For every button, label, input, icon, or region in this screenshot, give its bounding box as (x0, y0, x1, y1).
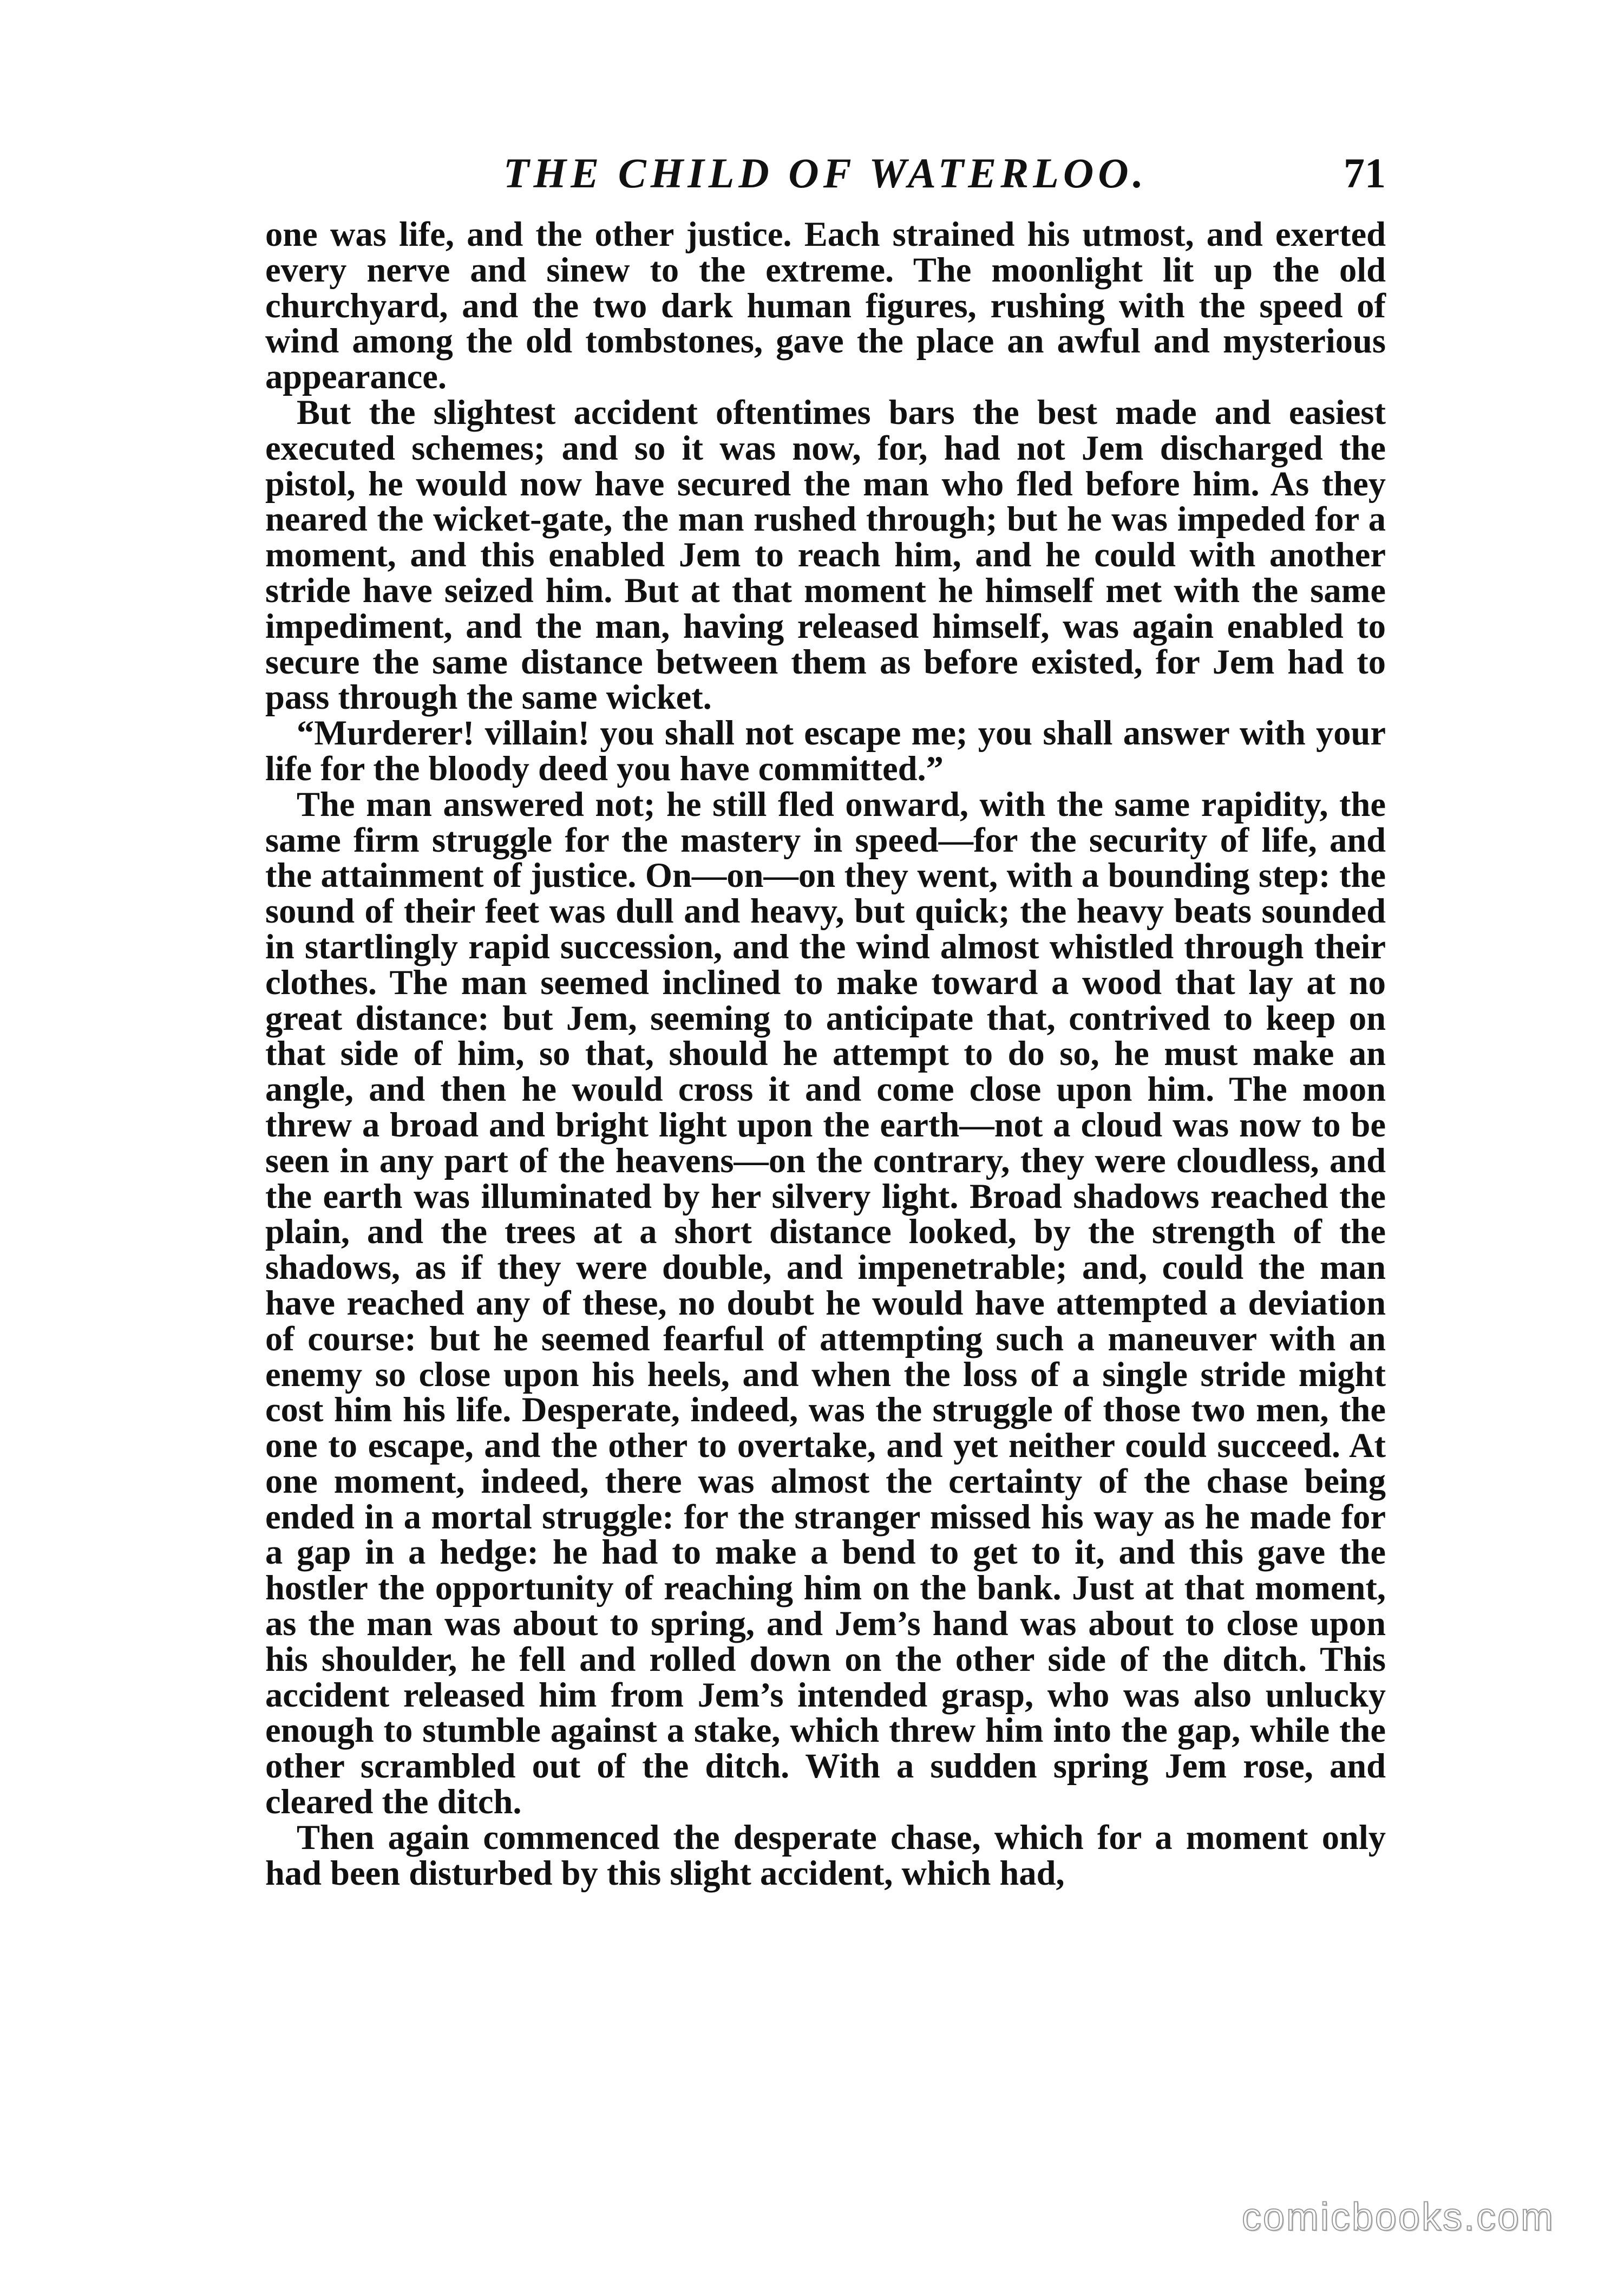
watermark: comicbooks.com (1241, 2195, 1555, 2239)
paragraph-3: “Murderer! villain! you shall not escape me; you shall answer with your life for the bloody deed you have committed.” (265, 714, 1386, 788)
running-head (265, 146, 1386, 200)
paragraph-5: Then again commenced the desperate chase, which for a moment only had been disturbed by this slight accident, which had, (265, 1818, 1386, 1892)
paragraph-2: But the slightest accident oftentimes bars the best made and easiest executed schemes; and so it was now, for, had not Jem discharged the pistol, he would now have secured the man who fled before him. As they neared the wicket-gate, the man rushed through; but he was impeded for a moment, and this enabled Jem to reach him, and he could with another stride have seized him. But at that moment he himself met with the same impediment, and the man, having released himself, was again enabled to secure the same distance between them as before existed, for Jem had to pass through the same wicket. (265, 393, 1386, 717)
paragraph-1: one was life, and the other justice. Each strained his utmost, and exerted every nerve and sinew to the extreme. The moonlight lit up the old churchyard, and the two dark human figures, rushing with the speed of wind among the old tombstones, gave the place an awful and mysterious appearance. (265, 215, 1386, 396)
paragraph-4: The man answered not; he still fled onward, with the same rapidity, the same firm struggle for the mastery in speed—for the security of life, and the attainment of justice. On—on—on they went, with a bounding step: the sound of their feet was dull and heavy, but quick; the heavy beats sounded in startlingly rapid succession, and the wind almost whistled through their clothes. The man seemed inclined to make toward a wood that lay at no great distance: but Jem, seeming to anticipate that, contrived to keep on that side of him, so that, should he attempt to do so, he must make an angle, and then he would cross it and come close upon him. The moon threw a broad and bright light upon the earth—not a cloud was now to be seen in any part of the heavens—on the contrary, they were cloudless, and the earth was illuminated by her silvery light. Broad shadows reached the plain, and the trees at a short distance looked, by the strength of the shadows, as if they were double, and impenetrable; and, could the man have reached any of these, no doubt he would have attempted a deviation of course: but he seemed fearful of attempting such a maneuver with an enemy so close upon his heels, and when the loss of a single stride might cost him his life. Desperate, indeed, was the struggle of those two men, the one to escape, and the other to overtake, and yet neither could succeed. At one moment, indeed, there was almost the certainty of the chase being ended in a mortal struggle: for the stranger missed his way as he made for a gap in a hedge: he had to make a bend to get to it, and this gave the hostler the opportunity of reaching him on the bank. Just at that moment, as the man was about to spring, and Jem’s hand was about to close upon his shoulder, he fell and rolled down on the other side of the ditch. This accident released him from Jem’s intended grasp, who was also unlucky enough to stumble against a stake, which threw him into the gap, while the other scrambled out of the ditch. With a sudden spring Jem rose, and cleared the ditch. (265, 785, 1386, 1821)
running-title: THE CHILD OF WATERLOO. (503, 149, 1148, 197)
body-text (265, 217, 1386, 1891)
page-number: 71 (1344, 149, 1386, 197)
